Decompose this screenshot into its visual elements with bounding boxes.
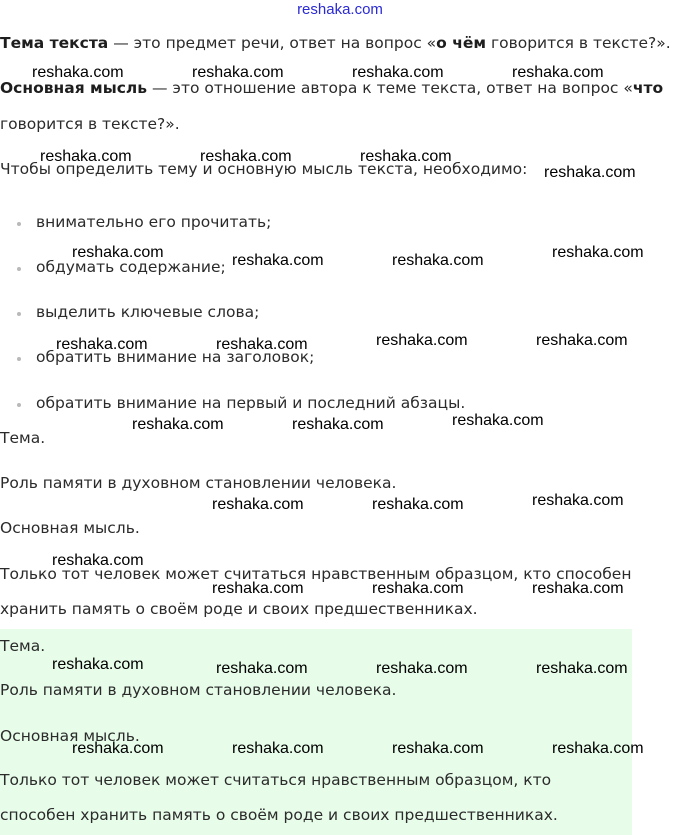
main-idea-definition-end: говорится в тексте?». [0,115,180,133]
main-idea-question: что [632,79,664,97]
answer-idea-label: Основная мысль. [0,519,140,537]
watermark: reshaka.com [532,580,624,597]
watermark: reshaka.com [40,148,132,165]
main-idea-definition-text: — это отношение автора к теме текста, ответ на вопрос « [147,79,633,97]
watermark: reshaka.com [552,740,644,757]
topic-definition-end: говорится в тексте?». [486,34,671,52]
watermark: reshaka.com [232,252,324,269]
topic-definition [0,34,671,52]
list-item: обратить внимание на первый и последний абзацы. [36,394,466,412]
answer-topic-label: Тема. [0,429,46,447]
watermark: reshaka.com [132,416,224,433]
answer-idea-line-2: хранить память о своём роде и своих предшественниках. [0,600,478,618]
bullet-dot [17,357,21,361]
watermark: reshaka.com [544,164,636,181]
box-idea-line-1: Только тот человек может считаться нравственным образцом, кто [0,771,552,789]
list-item: обдумать содержание; [36,258,226,276]
watermark: reshaka.com [392,740,484,757]
list-item: обратить внимание на заголовок; [36,348,315,366]
watermark: reshaka.com [376,660,468,677]
watermark: reshaka.com [56,336,148,353]
answer-idea-line-1: Только тот человек может считаться нравственным образцом, кто способен [0,565,632,583]
watermark: reshaka.com [392,252,484,269]
topic-definition-text: — это предмет речи, ответ на вопрос « [108,34,437,52]
watermark: reshaka.com [216,336,308,353]
watermark: reshaka.com [536,660,628,677]
watermark: reshaka.com [512,64,604,81]
watermark: reshaka.com [352,64,444,81]
watermark: reshaka.com [216,660,308,677]
howto-intro: Чтобы определить тему и основную мысль текста, необходимо: [0,160,528,178]
watermark: reshaka.com [232,740,324,757]
main-idea-term: Основная мысль [0,79,148,97]
watermark: reshaka.com [360,148,452,165]
box-idea-line-2: способен хранить память о своём роде и своих предшественниках. [0,806,558,824]
box-idea-label: Основная мысль. [0,727,140,745]
list-item: внимательно его прочитать; [36,213,272,231]
bullet-dot [17,222,21,226]
watermark: reshaka.com [372,496,464,513]
watermark: reshaka.com [552,244,644,261]
watermark: reshaka.com [212,580,304,597]
site-link[interactable]: reshaka.com [297,1,383,18]
watermark: reshaka.com [452,412,544,429]
watermark: reshaka.com [532,492,624,509]
box-topic-label: Тема. [0,637,46,655]
watermark: reshaka.com [200,148,292,165]
watermark: reshaka.com [212,496,304,513]
box-topic-text: Роль памяти в духовном становлении человека. [0,681,397,699]
answer-topic-text: Роль памяти в духовном становлении человека. [0,474,397,492]
watermark: reshaka.com [536,332,628,349]
watermark: reshaka.com [372,580,464,597]
watermark: reshaka.com [292,416,384,433]
bullet-dot [17,267,21,271]
bullet-dot [17,312,21,316]
watermark: reshaka.com [32,64,124,81]
topic-question: о чём [436,34,487,52]
watermark: reshaka.com [72,244,164,261]
watermark: reshaka.com [52,552,144,569]
watermark: reshaka.com [192,64,284,81]
watermark: reshaka.com [376,332,468,349]
bullet-dot [17,403,21,407]
watermark: reshaka.com [72,740,164,757]
list-item: выделить ключевые слова; [36,303,260,321]
watermark: reshaka.com [52,656,144,673]
topic-term: Тема текста [0,34,109,52]
